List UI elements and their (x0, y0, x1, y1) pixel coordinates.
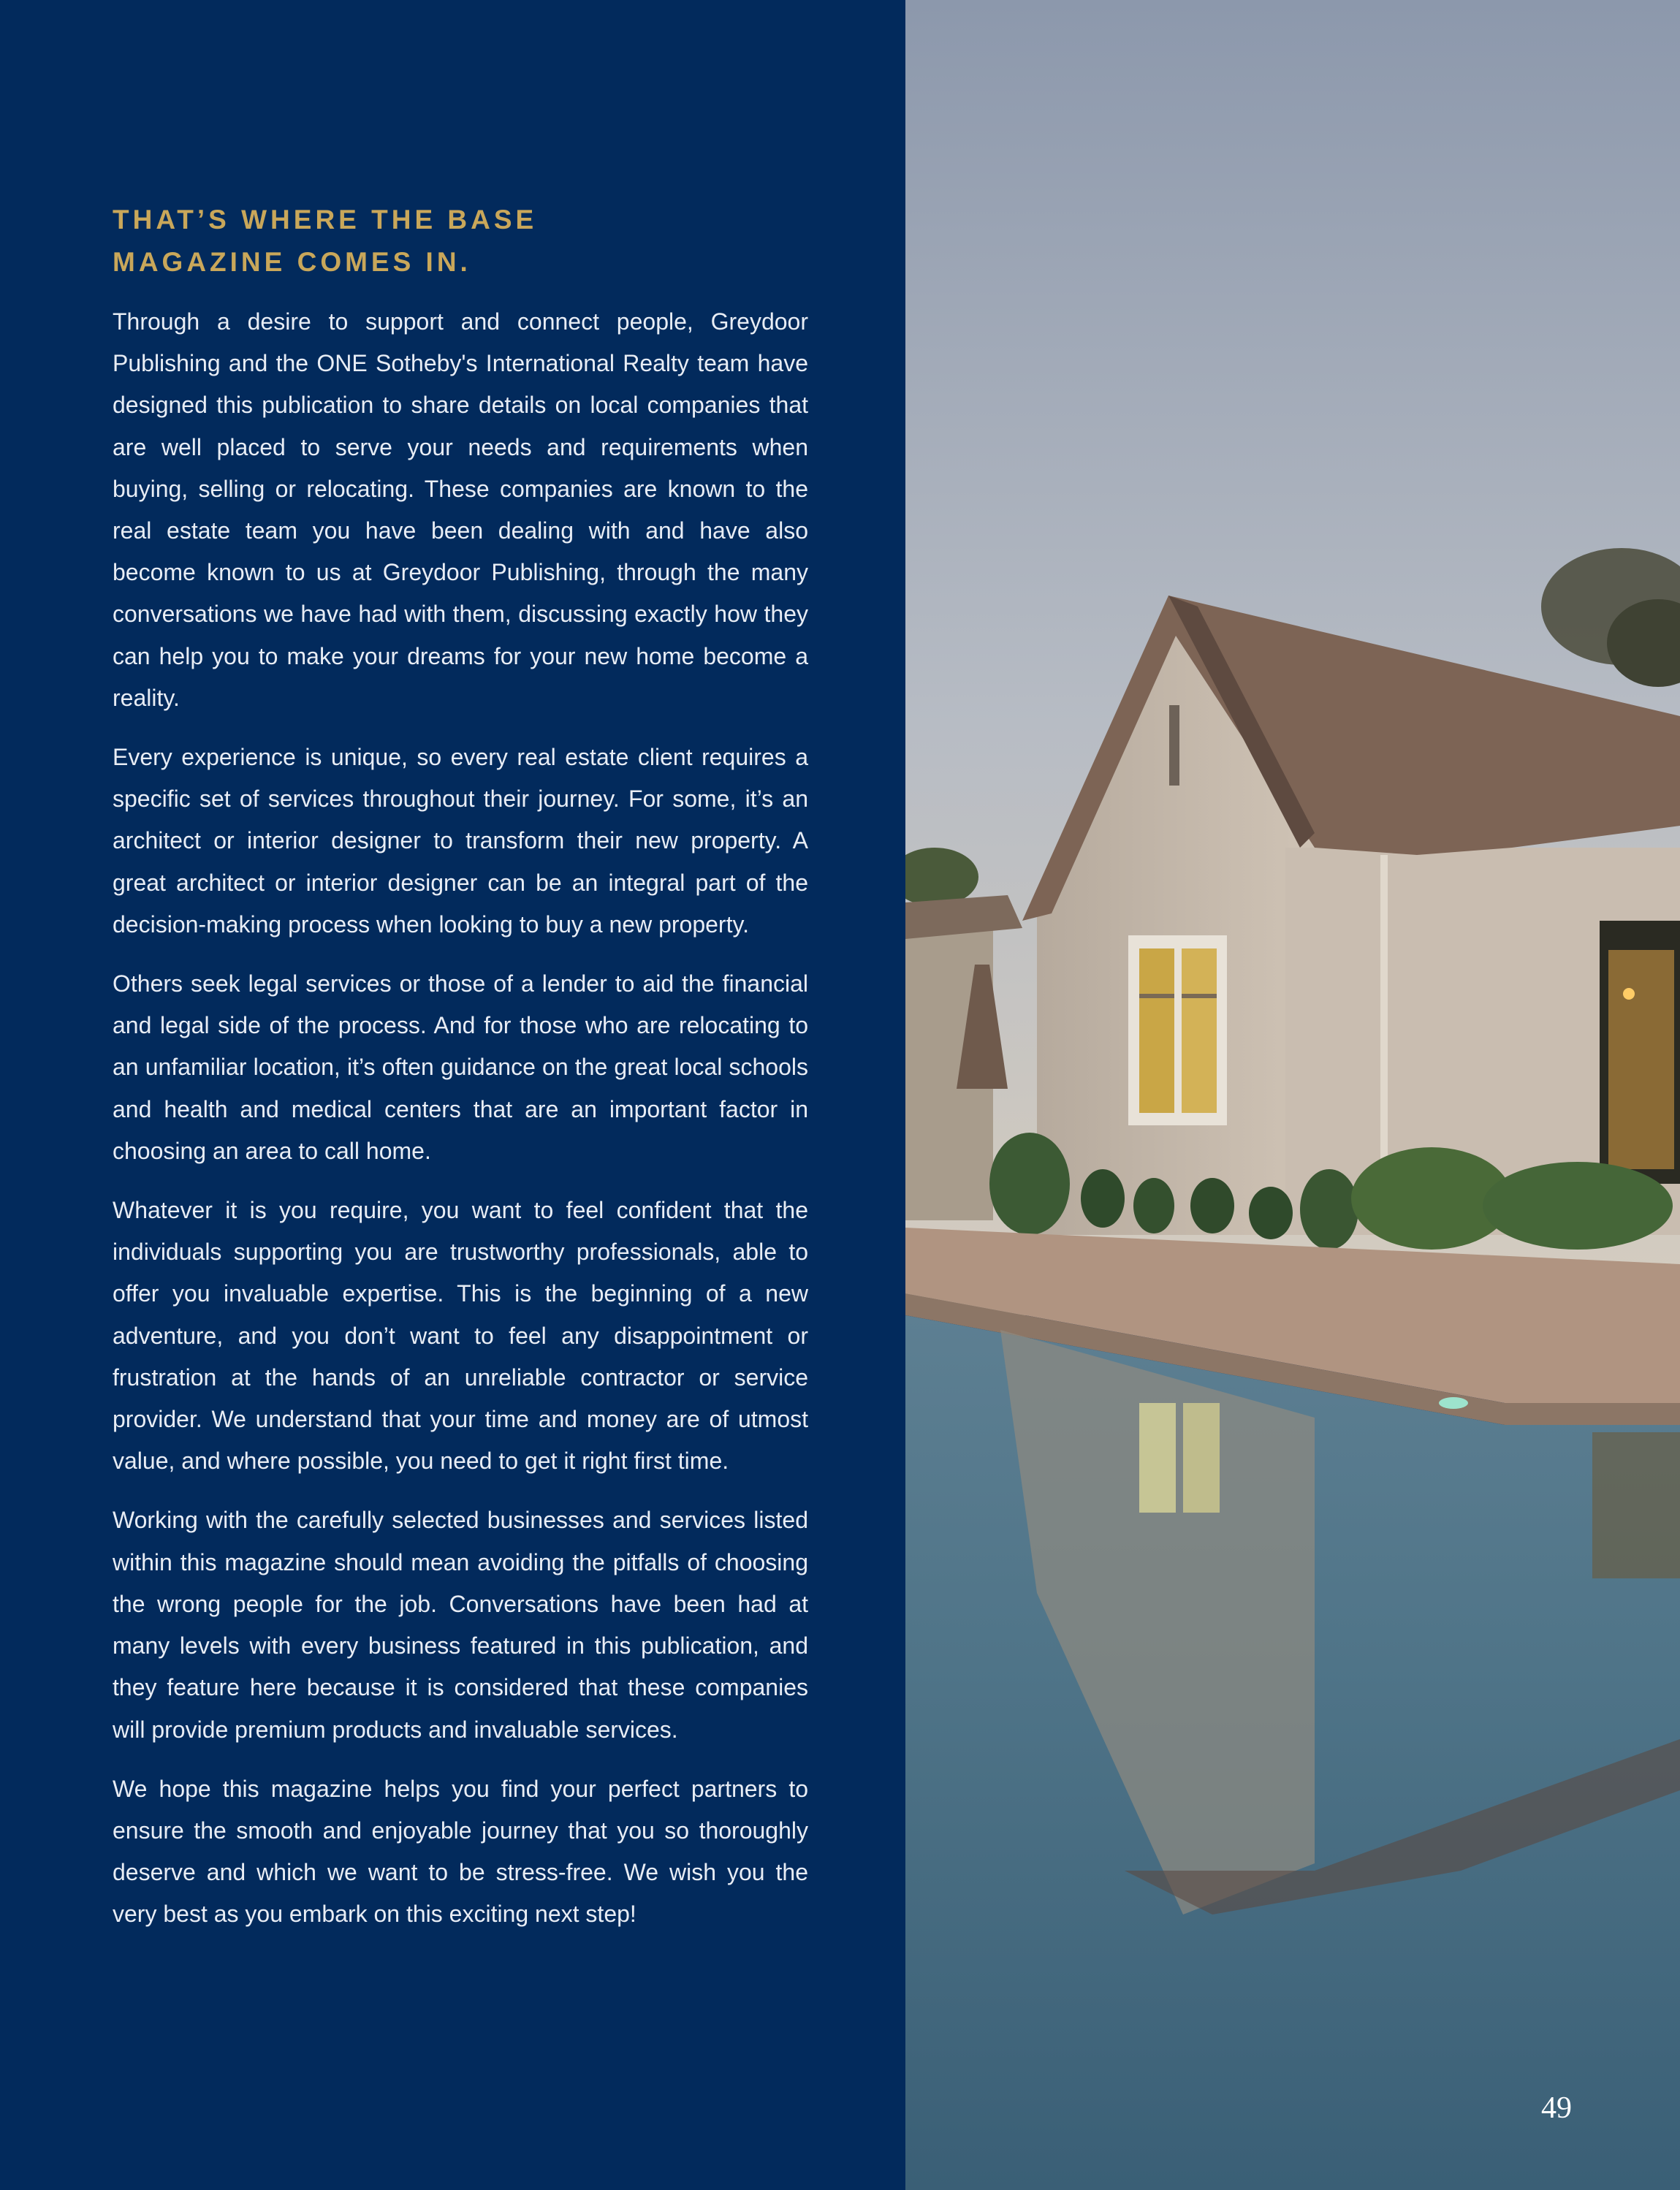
heading-line: THAT’S WHERE THE BASE (113, 205, 538, 235)
article-paragraph: Working with the carefully selected businesses and services listed within this magazine should mean avoiding the pitfalls of choosing the wrong people for the job. Conversations have been had at many levels with every business featured in this publication, and they feature here because it is considered that these companies will provide premium products and invaluable services. (113, 1507, 808, 1743)
article (113, 199, 808, 1953)
article-paragraph: We hope this magazine helps you find your perfect partners to ensure the smooth and enjoyable journey that you so thoroughly deserve and which we want to be stress-free. We wish you the very best as you embark on this exciting next step! (113, 1775, 808, 1928)
house-pool-illustration (905, 0, 1680, 2190)
article-paragraph: Every experience is unique, so every real estate client requires a specific set of services throughout their journey. For some, it’s an architect or interior designer to transform their new property. A great architect or interior designer can be an integral part of the decision-making process when looking to buy a new property. (113, 744, 808, 938)
house-pool-photo (905, 0, 1680, 2190)
page-number: 49 (1541, 2091, 1572, 2125)
article-paragraph: Through a desire to support and connect people, Greydoor Publishing and the ONE Sotheby's International Realty team have designed this publication to share details on local companies that are well placed to serve your needs and requirements when buying, selling or relocating. These companies are known to the real estate team you have been dealing with and have also become known to us at Greydoor Publishing, through the many conversations we have had with them, discussing exactly how they can help you to make your dreams for your new home become a reality. (113, 308, 808, 711)
article-heading (113, 199, 808, 284)
heading-line: MAGAZINE COMES IN. (113, 247, 471, 277)
article-paragraph: Whatever it is you require, you want to feel confident that the individuals supporting you are trustworthy professionals, able to offer you invaluable expertise. This is the beginning of a new adventure, and you don’t want to feel any disappointment or frustration at the hands of an unreliable contractor or service provider. We understand that your time and money are of utmost value, and where possible, you need to get it right first time. (113, 1197, 808, 1475)
article-paragraph: Others seek legal services or those of a lender to aid the financial and legal side of the process. And for those who are relocating to an unfamiliar location, it’s often guidance on the great local schools and health and medical centers that are an important factor in choosing an area to call home. (113, 970, 808, 1164)
